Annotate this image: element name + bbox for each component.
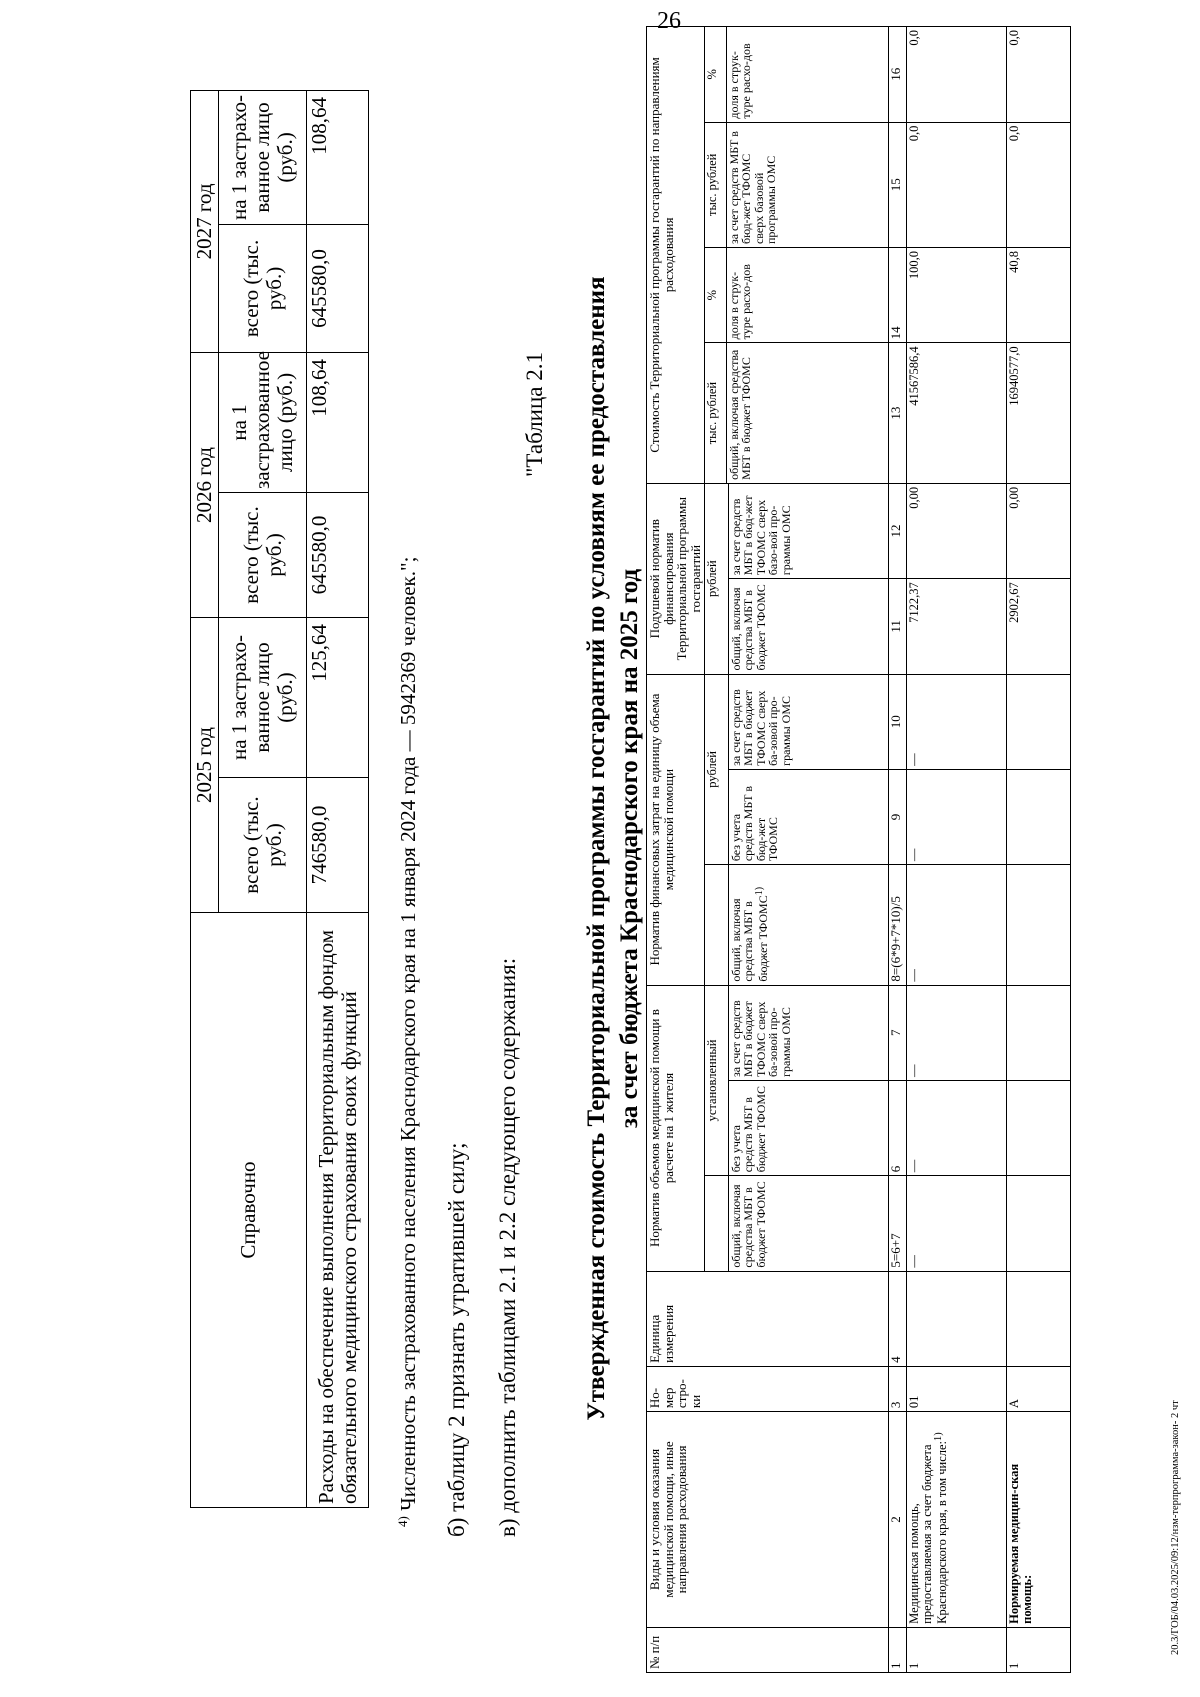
cell (1006, 1271, 1070, 1366)
cell (1006, 1176, 1070, 1271)
table-label: "Таблица 2.1 (522, 351, 547, 477)
col-number: 3 (888, 1366, 906, 1411)
footnote-marker: 4) (395, 1516, 410, 1527)
clause-c: в) дополнить таблицами 2.1 и 2.2 следующего содержания: (495, 957, 520, 1537)
header-row-number: Но-мер стро-ки (647, 1366, 889, 1411)
header-num: № п/п (647, 1627, 889, 1672)
col-number: 7 (888, 985, 906, 1080)
row-num: 1 (906, 1627, 1006, 1672)
header-pc-over: за счет средств МБТ в бюд-жет ТФОМС сверх базо-вой про-граммы ОМС (728, 483, 888, 578)
document-stamp: 20.3/ГОБ/04.03.2025/09:12/нзм-терпрограмма-закон- 2 чт (1170, 1400, 1181, 1655)
col-number: 13 (888, 343, 906, 484)
cell: 7122,37 (906, 579, 1006, 674)
header-tot-total: общий, включая средства МБТ в бюджет ТФОМС (726, 343, 888, 484)
col-number: 10 (888, 674, 906, 769)
table-row (1006, 27, 1070, 1673)
header-tot-share-2: доля в струк-туре расхо-дов (726, 27, 888, 123)
header-thousand-rubles-2: тыс. рублей (704, 122, 726, 247)
footnote (395, 557, 421, 1527)
footnote-ref: 1) (932, 1432, 944, 1441)
value-2027-per-person: 108,64 (307, 90, 369, 224)
cell (1006, 1080, 1070, 1175)
col-number: 8=(6*9+7*10)/5 (888, 865, 906, 985)
header-volume-norm: Норматив объемов медицинской помощи в расчете на 1 жителя (647, 985, 705, 1271)
header-rubles-2: рублей (704, 483, 728, 674)
cell: 0,0 (1006, 122, 1070, 247)
row-label-text: Медицинская помощь, предоставляемая за счет бюджета Краснодарского края, в том числе: (906, 1440, 949, 1624)
header-vol-without: без учета средств МБТ в бюджет ТФОМС (728, 1080, 888, 1175)
header-blank-cell (704, 1176, 728, 1271)
value-2025-per-person: 125,64 (307, 617, 369, 777)
cell: 0,0 (1006, 27, 1070, 123)
year-2025-header: 2025 год (191, 617, 219, 912)
header-cost-without: без учета средств МБТ в бюд-жет ТФОМС (728, 769, 888, 864)
cell: 0,0 (906, 27, 1006, 123)
cell: 0,0 (906, 122, 1006, 247)
col-per-person-2027: на 1 застрахо-ванное лицо (руб.) (219, 90, 307, 224)
year-2026-header: 2026 год (191, 352, 219, 617)
section-title (581, 0, 646, 1697)
col-number: 2 (888, 1412, 906, 1628)
header-cost-total: Стоимость Территориальной программы госгарантий по направлениям расходования (647, 27, 705, 484)
cell (1006, 865, 1070, 985)
col-per-person-2025: на 1 застрахо-ванное лицо (руб.) (219, 617, 307, 777)
cell: — (906, 985, 1006, 1080)
row-label (906, 1412, 1006, 1628)
cell (1006, 674, 1070, 769)
footnote-text: Численность застрахованного населения Краснодарского края на 1 января 2024 года — 5942369 человек."; (396, 556, 420, 1517)
cell: 41567586,4 (906, 343, 1006, 484)
col-total-2025: всего (тыс. руб.) (219, 778, 307, 913)
row-num: 1 (1006, 1627, 1070, 1672)
cost-table (646, 26, 1071, 1673)
header-types: Виды и условия оказания медицинской помощи, иные направления расходования (647, 1412, 889, 1628)
cell: — (906, 865, 1006, 985)
col-number: 12 (888, 483, 906, 578)
column-number-row (888, 27, 906, 1673)
cell: — (906, 674, 1006, 769)
col-number: 14 (888, 248, 906, 343)
reference-table (190, 90, 369, 1508)
header-cost-over: за счет средств МБТ в бюджет ТФОМС сверх ба-зовой про-граммы ОМС (728, 674, 888, 769)
row-label: Нормируемая медицин-ская помощь: (1006, 1412, 1070, 1628)
row-code: А (1006, 1366, 1070, 1411)
cell (906, 1271, 1006, 1366)
col-number: 5=6+7 (888, 1176, 906, 1271)
header-pc-total: общий, включая средства МБТ в бюджет ТФОМС (728, 579, 888, 674)
footnote-ref: 1) (753, 886, 765, 896)
value-2025-total: 746580,0 (307, 778, 369, 913)
value-2026-total: 645580,0 (307, 492, 369, 617)
col-number: 16 (888, 27, 906, 123)
cell (1006, 769, 1070, 864)
header-per-capita: Подушевой норматив финансирования Территориальной программы госгарантий (647, 483, 705, 674)
col-number: 4 (888, 1271, 906, 1366)
col-number: 11 (888, 579, 906, 674)
col-total-2026: всего (тыс. руб.) (219, 492, 307, 617)
cell: 0,00 (1006, 483, 1070, 578)
header-tot-share: доля в струк-туре расхо-дов (726, 248, 888, 343)
col-number: 1 (888, 1627, 906, 1672)
header-vol-total: общий, включая средства МБТ в бюджет ТФОМС (728, 1176, 888, 1271)
col-number: 15 (888, 122, 906, 247)
year-2027-header: 2027 год (191, 90, 219, 352)
value-2027-total: 645580,0 (307, 224, 369, 352)
header-tot-over: за счет средств МБТ в бюд-жет ТФОМС сверх базовой программы ОМС (726, 122, 888, 247)
header-blank-cell (704, 865, 728, 985)
cell: — (906, 769, 1006, 864)
cell: — (906, 1080, 1006, 1175)
header-percent-2: % (704, 27, 726, 123)
page-number: 26 (657, 8, 681, 34)
clause-b: б) таблицу 2 признать утратившей силу; (444, 1142, 469, 1537)
cell: 16940577,0 (1006, 343, 1070, 484)
header-rubles: рублей (704, 674, 728, 865)
cell: 40,8 (1006, 248, 1070, 343)
header-established: установленный (704, 985, 728, 1176)
col-number: 9 (888, 769, 906, 864)
cell: 100,0 (906, 248, 1006, 343)
header-cost-total-sub (728, 865, 888, 985)
header-cost-total-sub-text: общий, включая средства МБТ в бюджет ТФОМС (728, 895, 770, 982)
expense-row-label: Расходы на обеспечение выполнения Территориальным фондом обязательного медицинского страхования своих функций (307, 913, 369, 1508)
header-cost-norm: Норматив финансовых затрат на единицу объема медицинской помощи (647, 674, 705, 985)
header-thousand-rubles: тыс. рублей (704, 343, 726, 484)
header-percent: % (704, 248, 726, 343)
header-vol-over: за счет средств МБТ в бюджет ТФОМС сверх ба-зовой про-граммы ОМС (728, 985, 888, 1080)
col-number: 6 (888, 1080, 906, 1175)
table-row (906, 27, 1006, 1673)
col-total-2027: всего (тыс. руб.) (219, 224, 307, 352)
cell: — (906, 1176, 1006, 1271)
header-unit: Единица измерения (647, 1271, 889, 1366)
row-code: 01 (906, 1366, 1006, 1411)
title-line-1: Утвержденная стоимость Территориальной программы госгарантий по условиям ее предоставления (583, 276, 610, 1421)
cell (1006, 985, 1070, 1080)
title-line-2: за счет бюджета Краснодарского края на 2025 год (615, 568, 643, 1129)
cell: 2902,67 (1006, 579, 1070, 674)
col-per-person-2026: на 1 застрахованное лицо (руб.) (219, 352, 307, 492)
cell: 0,00 (906, 483, 1006, 578)
value-2026-per-person: 108,64 (307, 352, 369, 492)
reference-table-title: Справочно (191, 913, 307, 1508)
